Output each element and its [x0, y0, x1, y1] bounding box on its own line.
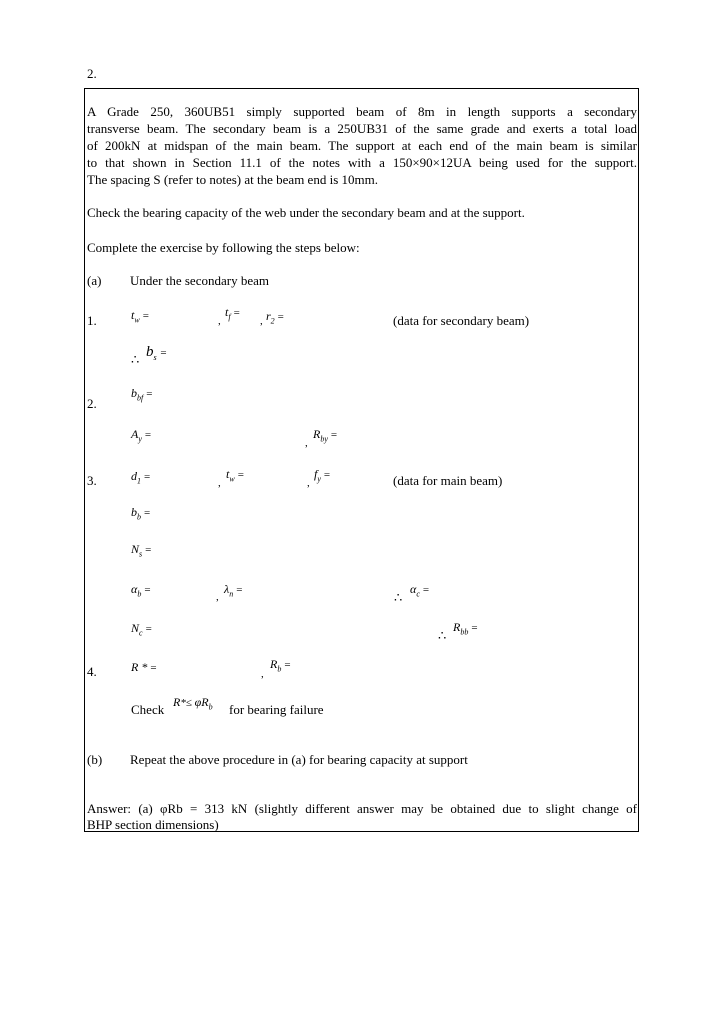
comma-separator: ,: [218, 477, 221, 489]
Rstar-symbol: R * =: [131, 660, 157, 674]
step-3-number: 3.: [87, 473, 97, 488]
main-beam-note: (data for main beam): [393, 473, 503, 488]
check-prefix: Check: [131, 702, 165, 717]
step-2-number: 2.: [87, 396, 97, 411]
comma-separator: ,: [305, 437, 308, 449]
part-a-text: Under the secondary beam: [130, 273, 269, 288]
alphac-symbol: $\alpha_c$ =: [410, 582, 430, 599]
therefore-symbol: ∴: [394, 590, 403, 605]
intro-line-5: The spacing S (refer to notes) at the beam end is 10mm.: [87, 172, 378, 187]
part-b-text: Repeat the above procedure in (a) for bearing capacity at support: [130, 752, 468, 767]
check-suffix: for bearing failure: [229, 702, 324, 717]
secondary-beam-note: (data for secondary beam): [393, 313, 530, 328]
intro-line-2: transverse beam. The secondary beam is a 250UB31 of the same grade and exerts a total load: [87, 121, 637, 136]
alphab-symbol: $\alpha_b$ =: [131, 582, 151, 599]
intro-line-3: of 200kN at midspan of the main beam. The support at each end of the main beam is similar: [87, 138, 637, 153]
question-number: 2.: [87, 66, 97, 81]
question-box: [84, 88, 639, 832]
intro-line-1: A Grade 250, 360UB51 simply supported beam of 8m in length supports a secondary: [87, 104, 637, 119]
Rbb-symbol: $R_{bb}$ =: [453, 620, 478, 637]
Rby-symbol: $R_{by}$ =: [313, 427, 338, 444]
Rb-symbol: $R_b$ =: [270, 657, 291, 674]
comma-separator: ,: [307, 477, 310, 489]
check-expression: $R*\le \varphi R_b$: [173, 695, 213, 712]
tf-symbol: $t_f$ =: [225, 305, 240, 322]
Ay-symbol: $A_y$ =: [131, 427, 152, 444]
bb-symbol: $b_b$ =: [131, 505, 151, 522]
comma-separator: ,: [260, 315, 263, 327]
answer-line-1: Answer: (a) φRb = 313 kN (slightly different answer may be obtained due to slight change of: [87, 801, 637, 816]
therefore-symbol: ∴: [438, 628, 447, 643]
d1-symbol: $d_1$ =: [131, 469, 151, 486]
task-text: Check the bearing capacity of the web under the secondary beam and at the support.: [87, 205, 525, 220]
bs-symbol: $b_s$ =: [146, 344, 167, 362]
step-4-number: 4.: [87, 664, 97, 679]
step-1-number: 1.: [87, 313, 97, 328]
tw-main-symbol: $t_w$ =: [226, 467, 244, 484]
part-b-label: (b): [87, 752, 103, 767]
comma-separator: ,: [218, 315, 221, 327]
intro-line-4: to that shown in Section 11.1 of the notes with a 150×90×12UA being used for the support.: [87, 155, 637, 170]
comma-separator: ,: [261, 668, 264, 680]
fy-symbol: $f_y$ =: [314, 467, 331, 484]
bbf-symbol: $b_{bf}$ =: [131, 386, 153, 403]
Ns-symbol: $N_s$ =: [131, 542, 152, 559]
instruction-text: Complete the exercise by following the steps below:: [87, 240, 360, 255]
part-a-label: (a): [87, 273, 102, 288]
answer-line-2: BHP section dimensions): [87, 817, 219, 832]
comma-separator: ,: [216, 591, 219, 603]
therefore-symbol: ∴: [131, 352, 140, 367]
Nc-symbol: $N_c$ =: [131, 621, 152, 638]
tw-symbol: $t_w$ =: [131, 308, 149, 325]
lambdan-symbol: $\lambda_n$ =: [224, 582, 243, 599]
r2-symbol: $r_2$ =: [266, 309, 284, 326]
